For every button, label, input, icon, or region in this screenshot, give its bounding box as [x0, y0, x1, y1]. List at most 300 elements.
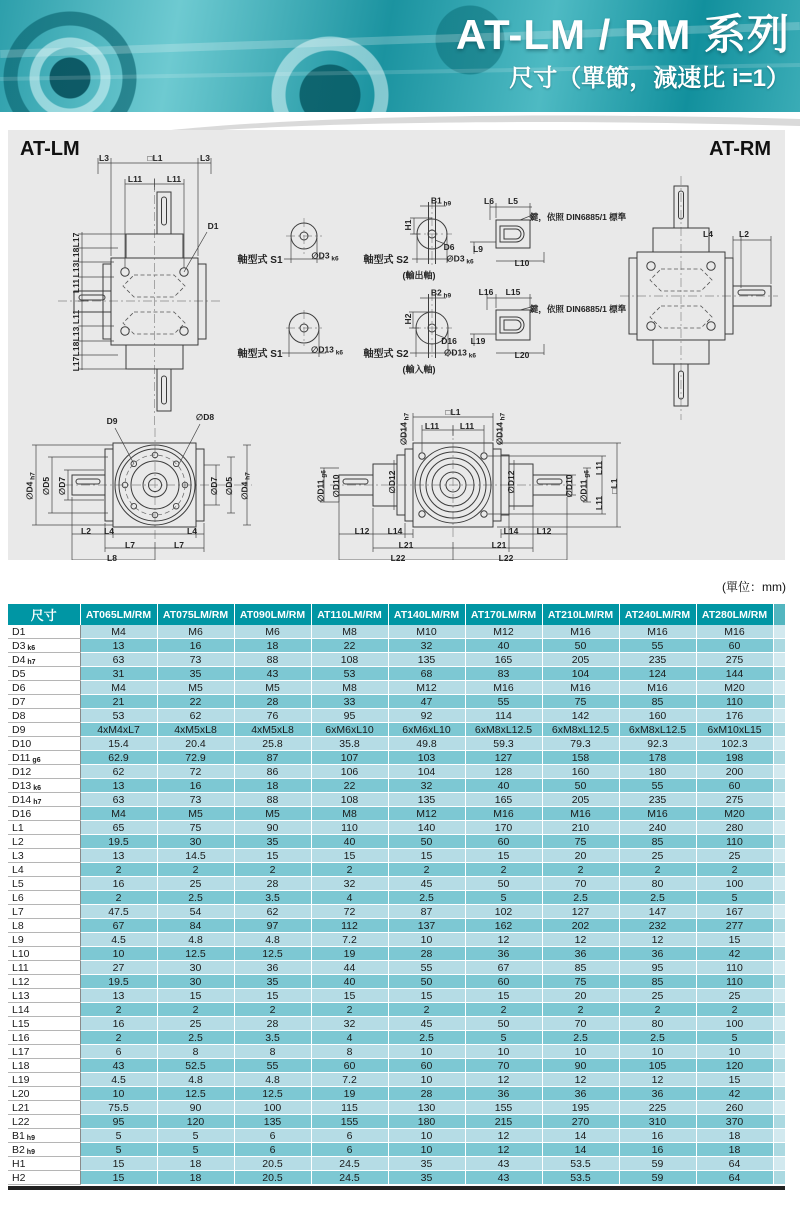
table-cell: M8 — [311, 681, 388, 695]
table-cell: M5 — [234, 681, 311, 695]
table-cell: 180 — [388, 1115, 465, 1129]
table-cell: 10 — [388, 1073, 465, 1087]
table-cell: 97 — [234, 919, 311, 933]
drawing-label-at-lm: AT-LM — [20, 138, 80, 160]
table-cell: 21 — [80, 695, 157, 709]
table-cell-spacer — [773, 863, 785, 877]
table-row — [8, 961, 785, 975]
table-cell: 52.5 — [157, 1059, 234, 1073]
dim-label: 軸型式 S1 — [237, 349, 283, 360]
table-cell-spacer — [773, 933, 785, 947]
table-cell: 110 — [696, 695, 773, 709]
table-cell-spacer — [773, 723, 785, 737]
table-cell-spacer — [773, 849, 785, 863]
table-cell: M16 — [542, 681, 619, 695]
row-label: L15 — [8, 1017, 80, 1031]
table-cell: 70 — [542, 877, 619, 891]
table-cell: 24.5 — [311, 1171, 388, 1185]
table-row — [8, 863, 785, 877]
column-header-model: AT075LM/RM — [157, 604, 234, 625]
column-header-model: AT090LM/RM — [234, 604, 311, 625]
dim-label: ∅D7 — [208, 476, 219, 496]
dim-label: ∅D12 — [386, 470, 397, 494]
row-label: D13 k6 — [8, 779, 80, 793]
row-label: H2 — [8, 1171, 80, 1185]
table-row — [8, 1171, 785, 1185]
table-cell: 4xM5xL8 — [157, 723, 234, 737]
table-cell: 2 — [80, 1003, 157, 1017]
dim-label: L13 — [70, 326, 81, 342]
table-cell: 28 — [234, 877, 311, 891]
table-cell: 12 — [542, 1073, 619, 1087]
table-cell: 8 — [234, 1045, 311, 1059]
dim-label: L11 — [127, 173, 143, 184]
table-cell: 2 — [696, 863, 773, 877]
table-cell: 6 — [311, 1143, 388, 1157]
table-row — [8, 835, 785, 849]
row-label: L3 — [8, 849, 80, 863]
table-cell: 4 — [311, 1031, 388, 1045]
table-cell: 240 — [619, 821, 696, 835]
table-cell: 64 — [696, 1157, 773, 1171]
column-header-spacer — [773, 604, 785, 625]
drawing-lineart — [8, 130, 785, 560]
table-cell: 36 — [542, 947, 619, 961]
table-cell-spacer — [773, 1157, 785, 1171]
table-cell: 43 — [465, 1171, 542, 1185]
row-label: B1 h9 — [8, 1129, 80, 1143]
table-cell: 43 — [465, 1157, 542, 1171]
table-cell-spacer — [773, 751, 785, 765]
table-cell: 15 — [234, 849, 311, 863]
table-cell: 176 — [696, 709, 773, 723]
table-cell: 15 — [465, 849, 542, 863]
table-cell: 15 — [696, 1073, 773, 1087]
table-row — [8, 1073, 785, 1087]
dim-label: L7 — [174, 539, 184, 550]
dim-label: ∅D4 h7 — [239, 472, 251, 500]
dim-label: L11 — [70, 309, 81, 325]
table-cell: 2 — [696, 1003, 773, 1017]
table-cell: 104 — [388, 765, 465, 779]
table-row — [8, 709, 785, 723]
table-cell: 165 — [465, 653, 542, 667]
dim-label: L11 — [424, 420, 440, 431]
table-cell: 49.8 — [388, 737, 465, 751]
table-cell: 36 — [542, 1087, 619, 1101]
dim-label: 鍵，依照 DIN6885/1 標準 — [529, 211, 627, 222]
table-cell: 35 — [388, 1157, 465, 1171]
table-cell: 15 — [234, 989, 311, 1003]
dim-label: 鍵，依照 DIN6885/1 標準 — [529, 303, 627, 314]
table-cell: 4xM4xL7 — [80, 723, 157, 737]
table-cell: 28 — [234, 1017, 311, 1031]
header-banner — [0, 0, 800, 112]
table-cell-spacer — [773, 807, 785, 821]
table-cell: M8 — [311, 625, 388, 639]
table-cell: 4.5 — [80, 933, 157, 947]
table-cell: 35 — [388, 1171, 465, 1185]
dim-label: ∅D3 k6 — [446, 253, 474, 265]
table-cell: 90 — [157, 1101, 234, 1115]
table-cell-spacer — [773, 1017, 785, 1031]
table-cell-spacer — [773, 961, 785, 975]
table-cell-spacer — [773, 891, 785, 905]
table-cell: 5 — [157, 1143, 234, 1157]
row-label: L18 — [8, 1059, 80, 1073]
table-cell: 120 — [157, 1115, 234, 1129]
table-cell: M4 — [80, 807, 157, 821]
table-cell-spacer — [773, 1087, 785, 1101]
table-row — [8, 793, 785, 807]
table-cell: 2 — [80, 1031, 157, 1045]
table-cell: 6 — [234, 1129, 311, 1143]
table-cell: 2 — [465, 863, 542, 877]
table-cell: 2 — [157, 863, 234, 877]
table-cell: 62 — [80, 765, 157, 779]
table-row — [8, 737, 785, 751]
dim-label: L17 — [70, 232, 81, 248]
dim-label: L18 — [70, 341, 81, 357]
table-cell: 5 — [157, 1129, 234, 1143]
table-cell: 8 — [157, 1045, 234, 1059]
dim-label: L9 — [473, 243, 483, 254]
table-cell: 6xM6xL10 — [311, 723, 388, 737]
table-cell: 12 — [619, 1073, 696, 1087]
table-cell: 167 — [696, 905, 773, 919]
dim-label: 軸型式 S2 — [363, 255, 409, 266]
row-label: L12 — [8, 975, 80, 989]
row-label: D12 — [8, 765, 80, 779]
table-cell: M16 — [542, 625, 619, 639]
table-cell: M6 — [157, 625, 234, 639]
table-cell: 60 — [465, 835, 542, 849]
table-cell: M12 — [465, 625, 542, 639]
dim-label: L19 — [470, 335, 486, 346]
table-row — [8, 1143, 785, 1157]
table-cell: 16 — [157, 779, 234, 793]
table-cell: 2 — [388, 863, 465, 877]
table-row — [8, 821, 785, 835]
table-cell: 13 — [80, 849, 157, 863]
dim-label: 軸型式 S2 — [363, 349, 409, 360]
table-cell: 4.8 — [234, 1073, 311, 1087]
dimension-table-wrap — [8, 604, 785, 1190]
table-row — [8, 1059, 785, 1073]
table-row — [8, 849, 785, 863]
table-cell: 12.5 — [234, 947, 311, 961]
table-cell-spacer — [773, 1073, 785, 1087]
table-cell: 79.3 — [542, 737, 619, 751]
table-cell: 75 — [542, 695, 619, 709]
table-row — [8, 933, 785, 947]
row-label: L2 — [8, 835, 80, 849]
table-cell: 2.5 — [157, 1031, 234, 1045]
table-row — [8, 807, 785, 821]
table-cell: 35 — [157, 667, 234, 681]
dim-label: ∅D8 — [195, 411, 215, 422]
table-cell: M16 — [619, 681, 696, 695]
dim-label: L2 — [81, 525, 91, 536]
table-cell: 10 — [542, 1045, 619, 1059]
table-cell: 25 — [619, 849, 696, 863]
dim-label: H2 — [402, 313, 413, 325]
table-cell: 19 — [311, 947, 388, 961]
table-cell: 28 — [388, 1087, 465, 1101]
table-cell: 47.5 — [80, 905, 157, 919]
table-cell-spacer — [773, 737, 785, 751]
table-cell: 18 — [157, 1171, 234, 1185]
table-cell: 120 — [696, 1059, 773, 1073]
table-cell: M5 — [157, 681, 234, 695]
table-cell: 4.8 — [157, 933, 234, 947]
table-cell: 124 — [619, 667, 696, 681]
table-cell: 19 — [311, 1087, 388, 1101]
table-cell: 76 — [234, 709, 311, 723]
table-cell: 2 — [542, 863, 619, 877]
table-cell: 178 — [619, 751, 696, 765]
table-cell: 25.8 — [234, 737, 311, 751]
dim-label: L22 — [390, 552, 406, 563]
dim-label: □L1 — [608, 478, 619, 494]
table-cell: 15 — [388, 989, 465, 1003]
table-cell: 10 — [696, 1045, 773, 1059]
column-header-model: AT110LM/RM — [311, 604, 388, 625]
table-row — [8, 765, 785, 779]
table-cell: 18 — [696, 1143, 773, 1157]
row-label: L6 — [8, 891, 80, 905]
table-cell: 15 — [696, 933, 773, 947]
table-cell: 68 — [388, 667, 465, 681]
table-cell-spacer — [773, 695, 785, 709]
table-cell: 127 — [542, 905, 619, 919]
dim-label: L10 — [514, 257, 530, 268]
table-cell: 60 — [696, 639, 773, 653]
table-cell: 2.5 — [542, 1031, 619, 1045]
table-cell: 67 — [80, 919, 157, 933]
table-cell: 75 — [157, 821, 234, 835]
table-cell: 2 — [80, 863, 157, 877]
table-cell: 10 — [80, 947, 157, 961]
table-cell: 7.2 — [311, 933, 388, 947]
table-cell: M4 — [80, 681, 157, 695]
table-cell: 103 — [388, 751, 465, 765]
table-cell: 22 — [311, 639, 388, 653]
table-cell: 3.5 — [234, 891, 311, 905]
table-cell: 95 — [619, 961, 696, 975]
table-cell: 5 — [80, 1129, 157, 1143]
dim-label: L15 — [505, 286, 521, 297]
dim-label: L13 — [70, 262, 81, 278]
table-cell: 6xM10xL15 — [696, 723, 773, 737]
table-cell: 10 — [388, 1045, 465, 1059]
table-cell: 15 — [311, 989, 388, 1003]
table-cell: 6 — [234, 1143, 311, 1157]
table-cell: 112 — [311, 919, 388, 933]
table-cell: 35 — [234, 835, 311, 849]
table-cell: M16 — [542, 807, 619, 821]
table-cell: 53.5 — [542, 1157, 619, 1171]
table-cell: 90 — [234, 821, 311, 835]
table-cell: 18 — [157, 1157, 234, 1171]
table-cell: M5 — [234, 807, 311, 821]
table-cell: 10 — [388, 1129, 465, 1143]
table-cell: 73 — [157, 653, 234, 667]
table-cell: 35.8 — [311, 737, 388, 751]
table-cell-spacer — [773, 1003, 785, 1017]
table-cell: 53.5 — [542, 1171, 619, 1185]
table-cell: 2 — [542, 1003, 619, 1017]
table-cell: 16 — [619, 1129, 696, 1143]
table-cell: 5 — [696, 891, 773, 905]
row-label: D3 k6 — [8, 639, 80, 653]
table-cell: 108 — [311, 793, 388, 807]
dim-label: ∅D4 h7 — [24, 472, 36, 500]
table-cell: 14 — [542, 1129, 619, 1143]
column-header-model: AT140LM/RM — [388, 604, 465, 625]
table-cell: 110 — [311, 821, 388, 835]
table-cell: 87 — [234, 751, 311, 765]
dim-label: L5 — [508, 195, 518, 206]
table-cell: 32 — [311, 877, 388, 891]
table-cell: 50 — [542, 779, 619, 793]
table-cell: 86 — [234, 765, 311, 779]
table-cell: 45 — [388, 1017, 465, 1031]
table-cell: 10 — [388, 1143, 465, 1157]
table-cell: 275 — [696, 653, 773, 667]
table-cell: 195 — [542, 1101, 619, 1115]
table-cell: 25 — [157, 1017, 234, 1031]
table-cell: 88 — [234, 653, 311, 667]
table-cell: 62.9 — [80, 751, 157, 765]
table-cell: 36 — [619, 1087, 696, 1101]
table-cell-spacer — [773, 1171, 785, 1185]
table-cell: 50 — [465, 877, 542, 891]
table-cell: 12.5 — [157, 1087, 234, 1101]
table-cell: 92.3 — [619, 737, 696, 751]
table-cell: 135 — [234, 1115, 311, 1129]
row-label: L14 — [8, 1003, 80, 1017]
table-cell: M10 — [388, 625, 465, 639]
table-row — [8, 1115, 785, 1129]
table-cell: 40 — [465, 639, 542, 653]
table-cell: 102.3 — [696, 737, 773, 751]
table-cell: 62 — [157, 709, 234, 723]
table-cell: 28 — [234, 695, 311, 709]
column-header-model: AT240LM/RM — [619, 604, 696, 625]
table-row — [8, 989, 785, 1003]
dim-label: L3 — [99, 152, 109, 163]
table-cell: 14.5 — [157, 849, 234, 863]
table-cell: 85 — [542, 961, 619, 975]
table-cell: 225 — [619, 1101, 696, 1115]
table-cell-spacer — [773, 1115, 785, 1129]
table-cell: 155 — [465, 1101, 542, 1115]
dim-label: L6 — [484, 195, 494, 206]
table-cell-spacer — [773, 989, 785, 1003]
table-cell: 135 — [388, 793, 465, 807]
table-row — [8, 779, 785, 793]
row-label: D14 h7 — [8, 793, 80, 807]
table-cell: M6 — [234, 625, 311, 639]
table-cell-spacer — [773, 1059, 785, 1073]
table-cell: 6 — [80, 1045, 157, 1059]
page-subtitle: 尺寸（單節，減速比 i=1） — [509, 65, 790, 92]
dim-label: L12 — [354, 525, 370, 536]
table-cell: 16 — [80, 877, 157, 891]
table-cell: 55 — [619, 779, 696, 793]
table-row — [8, 1031, 785, 1045]
table-cell: 7.2 — [311, 1073, 388, 1087]
table-cell-spacer — [773, 821, 785, 835]
table-cell: 32 — [311, 1017, 388, 1031]
table-cell: 63 — [80, 653, 157, 667]
table-cell: 4.8 — [157, 1073, 234, 1087]
table-cell: 62 — [234, 905, 311, 919]
table-cell-spacer — [773, 667, 785, 681]
dim-label: L2 — [739, 228, 749, 239]
table-cell: 55 — [388, 961, 465, 975]
table-cell: 6 — [311, 1129, 388, 1143]
row-label: L8 — [8, 919, 80, 933]
table-cell: 106 — [311, 765, 388, 779]
table-cell: 4 — [311, 891, 388, 905]
table-cell: 70 — [465, 1059, 542, 1073]
table-cell: 370 — [696, 1115, 773, 1129]
table-cell: 2 — [619, 863, 696, 877]
dim-label: ∅D13 k6 — [311, 344, 343, 356]
dim-label: ∅D13 k6 — [444, 347, 476, 359]
table-cell: 12.5 — [157, 947, 234, 961]
row-label: D7 — [8, 695, 80, 709]
table-cell: 50 — [388, 835, 465, 849]
table-cell: 80 — [619, 877, 696, 891]
table-cell: 20.4 — [157, 737, 234, 751]
table-cell: 20.5 — [234, 1171, 311, 1185]
table-cell: 280 — [696, 821, 773, 835]
dim-label: ∅D11 g6 — [315, 470, 327, 502]
dim-label: L11 — [70, 278, 81, 294]
table-cell: 105 — [619, 1059, 696, 1073]
table-cell: 22 — [157, 695, 234, 709]
dim-label: D16 — [441, 335, 457, 346]
table-cell: 40 — [311, 835, 388, 849]
row-label: B2 h9 — [8, 1143, 80, 1157]
row-label: L13 — [8, 989, 80, 1003]
row-label: D5 — [8, 667, 80, 681]
table-cell: 72 — [157, 765, 234, 779]
table-cell: 55 — [465, 695, 542, 709]
row-label: D1 — [8, 625, 80, 639]
table-cell: 25 — [696, 989, 773, 1003]
dim-label: L14 — [503, 525, 519, 536]
table-cell: 30 — [157, 975, 234, 989]
table-cell-spacer — [773, 709, 785, 723]
table-cell: 85 — [619, 835, 696, 849]
table-row — [8, 905, 785, 919]
dim-label: L4 — [703, 228, 713, 239]
table-cell: 83 — [465, 667, 542, 681]
table-cell: 115 — [311, 1101, 388, 1115]
table-cell-spacer — [773, 765, 785, 779]
dim-label: ∅D12 — [505, 470, 516, 494]
table-cell-spacer — [773, 835, 785, 849]
table-cell-spacer — [773, 1031, 785, 1045]
table-cell-spacer — [773, 653, 785, 667]
dim-label: B1 h9 — [430, 195, 452, 207]
dim-label: ∅D7 — [56, 476, 67, 496]
table-row — [8, 1087, 785, 1101]
